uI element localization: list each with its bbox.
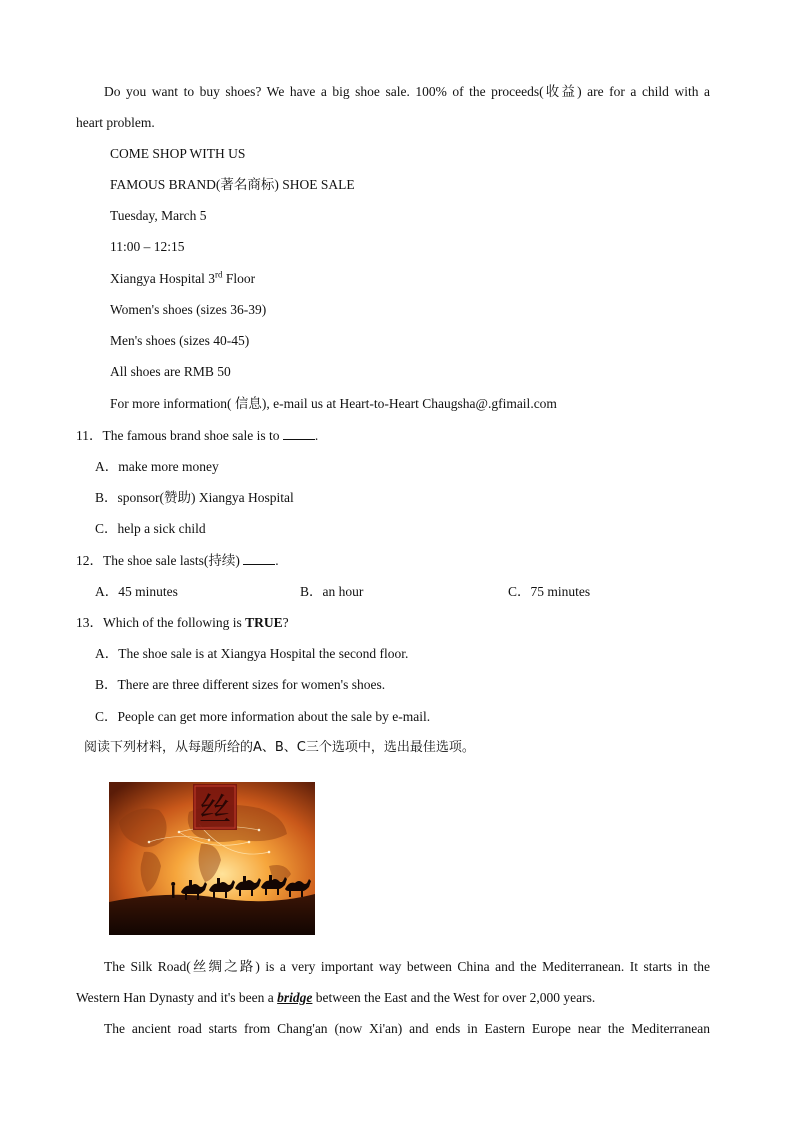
silk-road-line-2-text: Western Han Dynasty and it's been a	[76, 990, 278, 1005]
option-11-c: C．help a sick child	[95, 521, 206, 536]
answer-blank	[243, 552, 275, 565]
silk-road-line-3: The ancient road starts from Chang'an (now Xi'an) and ends in Eastern Europe near the Mediterranean	[104, 1021, 710, 1036]
intro-line-1: Do you want to buy shoes? We have a big shoe sale. 100% of the proceeds(收益) are for a child with a	[104, 84, 710, 99]
silk-road-line-2	[76, 989, 595, 1007]
ad-line-9: For more information( 信息), e-mail us at Heart-to-Heart Chaugsha@.gfimail.com	[110, 396, 557, 411]
question-11-stem: 11．The famous brand shoe sale is to	[76, 428, 283, 443]
option-13-c: C．People can get more information about the sale by e-mail.	[95, 709, 431, 724]
option-12-b: B．an hour	[300, 584, 364, 599]
highlighted-word-bridge: bridge	[277, 990, 313, 1005]
question-12-end: .	[275, 553, 279, 568]
question-13-emphasis: TRUE	[245, 615, 283, 630]
ad-line-5-floor: Floor	[222, 271, 256, 286]
ad-line-1: COME SHOP WITH US	[110, 146, 246, 161]
question-13-end: ?	[282, 615, 289, 630]
ad-line-4: 11:00 – 12:15	[110, 239, 185, 254]
ad-line-5	[110, 270, 255, 288]
ad-line-6: Women's shoes (sizes 36-39)	[110, 302, 267, 317]
question-12	[76, 552, 279, 570]
ad-line-3: Tuesday, March 5	[110, 208, 207, 223]
option-11-b: B．sponsor(赞助) Xiangya Hospital	[95, 490, 294, 505]
intro-line-2: heart problem.	[76, 115, 155, 130]
question-13-stem: 13．Which of the following is	[76, 615, 246, 630]
option-13-b: B．There are three different sizes for women's shoes.	[95, 677, 386, 692]
option-12-c: C．75 minutes	[508, 584, 591, 599]
question-12-stem: 12．The shoe sale lasts(持续)	[76, 553, 244, 568]
section-instruction: 阅读下列材料，从每题所给的A、B、C三个选项中，选出最佳选项。	[84, 740, 475, 755]
silk-road-line-1: The Silk Road(丝绸之路) is a very important way between China and the Mediterranean. It starts in the	[104, 959, 710, 974]
answer-blank	[283, 427, 315, 440]
option-13-a: A．The shoe sale is at Xiangya Hospital the second floor.	[95, 646, 409, 661]
ad-line-5-sup: rd	[214, 269, 223, 280]
silk-road-image	[109, 782, 315, 935]
ad-line-2: FAMOUS BRAND(著名商标) SHOE SALE	[110, 177, 355, 192]
option-11-a: A．make more money	[95, 459, 219, 474]
ad-line-7: Men's shoes (sizes 40-45)	[110, 333, 250, 348]
silk-road-line-2-end: between the East and the West for over 2,000 years.	[312, 990, 596, 1005]
ad-line-5-text: Xiangya Hospital 3	[110, 271, 215, 286]
question-13	[76, 614, 289, 632]
silk-logo-glyph: 丝	[198, 790, 232, 828]
question-11-end: .	[314, 428, 319, 443]
option-12-a: A．45 minutes	[95, 584, 178, 599]
ad-line-8: All shoes are RMB 50	[110, 364, 231, 379]
question-11	[76, 427, 318, 445]
